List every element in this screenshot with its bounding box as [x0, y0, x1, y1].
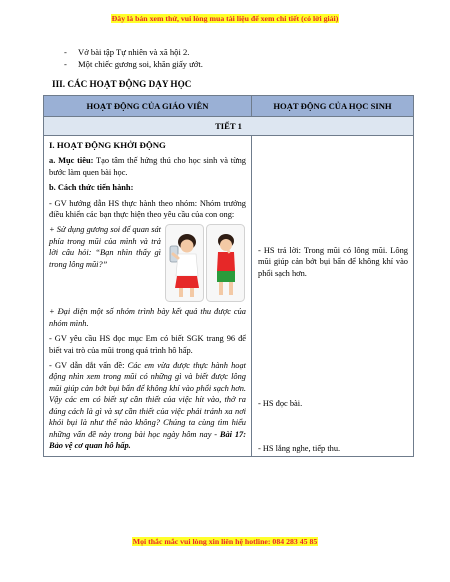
student-answer-3: - HS lắng nghe, tiếp thu. [258, 444, 341, 453]
list-item: - Vở bài tập Tự nhiên và xã hội 2. [64, 47, 190, 57]
step-group-practice: - GV hướng dẫn HS thực hành theo nhóm: Nhóm trưởng điều khiển các bạn thực hiện theo yêu cầu của con ong: [49, 198, 246, 220]
list-item: - Một chiếc gương soi, khăn giấy ướt. [64, 59, 203, 69]
materials-list [64, 46, 203, 70]
period-row: TIẾT 1 [44, 117, 414, 136]
goal-paragraph: a. Mục tiêu: Tạo tâm thế hứng thú cho học sinh và từng bước làm quen bài học. [49, 156, 246, 177]
mirror-step [49, 224, 246, 302]
teacher-column-header: HOẠT ĐỘNG CỦA GIÁO VIÊN [44, 96, 252, 117]
bottom-banner: Mọi thắc mắc vui lòng xin liên hệ hotline: 084 283 45 85 [132, 537, 318, 546]
reading-step: - GV yêu cầu HS đọc mục Em có biết SGK trang 96 để biết vai trò của mũi trong quá trình hô hấp. [49, 334, 246, 355]
lesson-table [43, 95, 414, 457]
top-banner: Đây là bản xem thử, vui lòng mua tài liệu để xem chi tiết (có lời giải) [111, 14, 339, 23]
mirror-instruction: + Sử dụng gương soi để quan sát phía trong mũi của mình và trả lời câu hỏi: “Bạn nhìn thấy gì trong lông mũi?” [49, 225, 161, 269]
section-heading: III. CÁC HOẠT ĐỘNG DẠY HỌC [52, 79, 192, 89]
student-column-header: HOẠT ĐỘNG CỦA HỌC SINH [252, 96, 414, 117]
children-illustration [165, 224, 245, 302]
method-label: b. Cách thức tiến hành: [49, 183, 134, 193]
report-step: + Đại diện một số nhóm trình bày kết quả thu được của nhóm mình. [49, 307, 246, 328]
student-answer-1: - HS trả lời: Trong mũi có lông mũi. Lông mũi giúp cản bớt bụi bẩn để không khí vào phổi sạch hơn. [258, 246, 408, 278]
activity-title: I. HOẠT ĐỘNG KHỞI ĐỘNG [49, 140, 166, 150]
lead-in-paragraph: - GV dẫn dắt vấn đề: Các em vừa được thực hành hoạt động nhìn xem trong mũi có những gì và biết được lông mũi giúp cản bớt bụi bẩn để không khí vào phổi sạch hơn. Vậy các em có biết sự cần thiết của việc hít vào, thở ra đúng cách là gì và sự cần thiết của việc phải tránh xa nơi khói bụi là như thế nào không? Chúng ta cùng tìm hiểu những vấn đề này trong bài học ngày hôm nay - Bài 17: Bảo vệ cơ quan hô hấp. [49, 361, 246, 450]
student-activity-cell [252, 136, 414, 457]
children-nose-illustration [165, 224, 245, 302]
student-answer-2: - HS đọc bài. [258, 399, 303, 408]
teacher-activity-cell [44, 136, 252, 457]
